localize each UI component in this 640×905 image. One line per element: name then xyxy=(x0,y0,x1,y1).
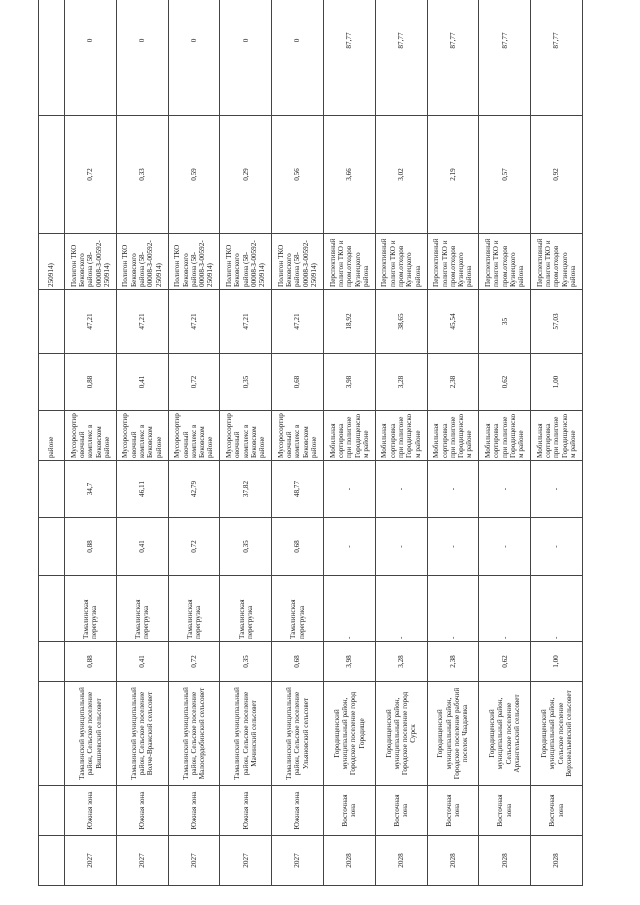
cell-territory: Тамалинский муниципальный район, Сельское поселение Мачинский сельсовет xyxy=(220,682,272,786)
cell-v3: - xyxy=(323,461,375,518)
cell-v2: - xyxy=(427,518,479,576)
cell-zone: Южная зона xyxy=(116,786,168,836)
cell-landfill: Полигон ТКО Бековского района (58-00008-З-00592-250914) xyxy=(168,234,220,290)
cell-landfill: Перспективный полигон ТКО и пром.отходов Кузнецкого района xyxy=(427,234,479,290)
cell-v4: 0,35 xyxy=(220,354,272,411)
cell-facility xyxy=(39,411,65,461)
table-row xyxy=(65,0,117,886)
table-row xyxy=(479,0,531,886)
cell-v6: 0,72 xyxy=(65,116,117,234)
cell-v4: 2,38 xyxy=(427,354,479,411)
cell-zone: Восточная зона xyxy=(375,786,427,836)
cell-territory: Городищенский муниципальный район, Сельское поселение Верхнеалыевский сельсовет xyxy=(531,682,583,786)
cell-year xyxy=(39,836,65,886)
cell-territory xyxy=(39,682,65,786)
cell-v3: 34,7 xyxy=(65,461,117,518)
cell-year: 2028 xyxy=(531,836,583,886)
cell-v4 xyxy=(39,354,65,411)
cell-territory: Тамалинский муниципальный район, Сельское поселение Ульяновский сельсовет xyxy=(272,682,324,786)
cell-territory: Городищенский муниципальный район, Сельское поселение Архангельский сельсовет xyxy=(479,682,531,786)
table-row xyxy=(116,0,168,886)
cell-landfill xyxy=(39,234,65,290)
cell-v1: 0,35 xyxy=(220,642,272,682)
cell-site xyxy=(39,576,65,642)
cell-v6: 0,92 xyxy=(531,116,583,234)
cell-v2: 0,68 xyxy=(272,518,324,576)
cell-v2: 0,72 xyxy=(168,518,220,576)
cell-v1: 3,98 xyxy=(323,642,375,682)
cell-territory: Городищенский муниципальный район, Городское поселение город Сурск xyxy=(375,682,427,786)
cell-v6: 0,57 xyxy=(479,116,531,234)
cell-v3: 37,82 xyxy=(220,461,272,518)
cell-v2: 0,88 xyxy=(65,518,117,576)
table-row xyxy=(220,0,272,886)
cell-v1: 0,88 xyxy=(65,642,117,682)
cell-v2 xyxy=(39,518,65,576)
cell-v6: 0,56 xyxy=(272,116,324,234)
cell-v5: 57,03 xyxy=(531,290,583,354)
cell-site: - xyxy=(427,576,479,642)
cell-landfill: Перспективный полигон ТКО и пром.отходов Кузнецкого района xyxy=(375,234,427,290)
cell-v5 xyxy=(39,290,65,354)
cell-year: 2027 xyxy=(272,836,324,886)
cell-facility: Мусоросортировочный комплекс в Бековском районе xyxy=(65,411,117,461)
cell-v3: - xyxy=(427,461,479,518)
rotated-table-frame xyxy=(38,26,582,886)
cell-v1: 0,68 xyxy=(272,642,324,682)
cell-landfill: Полигон ТКО Бековского района (58-00008-З-00592-250914) xyxy=(116,234,168,290)
cell-facility: Мусоросортировочный комплекс в Бековском районе xyxy=(168,411,220,461)
cell-v2: - xyxy=(479,518,531,576)
cell-v5: 38,65 xyxy=(375,290,427,354)
cell-v7: 0 xyxy=(272,0,324,116)
cell-v4: 0,68 xyxy=(272,354,324,411)
cell-site: - xyxy=(479,576,531,642)
cell-site: Тамалинская перегрузка xyxy=(168,576,220,642)
cell-landfill: Полигон ТКО Бековского района (58-00008-З-00592-250914) xyxy=(272,234,324,290)
cell-zone: Южная зона xyxy=(272,786,324,836)
cell-v4: 3,98 xyxy=(323,354,375,411)
cell-v3: - xyxy=(375,461,427,518)
cell-v7: 87,77 xyxy=(375,0,427,116)
cell-v7: 87,77 xyxy=(479,0,531,116)
cell-v7: 87,77 xyxy=(427,0,479,116)
cell-v1 xyxy=(39,642,65,682)
cell-v4: 1,00 xyxy=(531,354,583,411)
cell-v5: 45,54 xyxy=(427,290,479,354)
table-row xyxy=(323,0,375,886)
cell-v2: 0,41 xyxy=(116,518,168,576)
cell-v1: 0,41 xyxy=(116,642,168,682)
cell-v7 xyxy=(39,0,65,116)
cell-v3: - xyxy=(479,461,531,518)
table-row-partial xyxy=(39,0,65,886)
cell-v7: 0 xyxy=(220,0,272,116)
cell-v7: 0 xyxy=(168,0,220,116)
table-row xyxy=(531,0,583,886)
cell-facility: Мусоросортировочный комплекс в Бековском районе xyxy=(220,411,272,461)
cell-facility: Мобильная сортировка при полигоне Городищенском районе xyxy=(531,411,583,461)
cell-v5: 18,92 xyxy=(323,290,375,354)
waste-flow-table xyxy=(38,0,583,886)
cell-v7: 87,77 xyxy=(531,0,583,116)
cell-year: 2027 xyxy=(220,836,272,886)
cell-facility: Мусоросортировочный комплекс в Бековском районе xyxy=(272,411,324,461)
cell-territory: Тамалинский муниципальный район, Сельское поселение Вишневский сельсовет xyxy=(65,682,117,786)
cell-v6: 2,19 xyxy=(427,116,479,234)
cell-v3: 48,77 xyxy=(272,461,324,518)
cell-site: Тамалинская перегрузка xyxy=(272,576,324,642)
cell-landfill: Перспективный полигон ТКО и пром.отходов Кузнецкого района xyxy=(323,234,375,290)
facility-tail-text: районе xyxy=(47,436,56,458)
table-body xyxy=(39,0,583,886)
cell-territory: Тамалинский муниципальный район, Сельское поселение Малосердобинский сельсовет xyxy=(168,682,220,786)
cell-year: 2028 xyxy=(323,836,375,886)
cell-zone: Южная зона xyxy=(168,786,220,836)
cell-year: 2028 xyxy=(479,836,531,886)
cell-territory: Городищенский муниципальный район, Городское поселение город Городище xyxy=(323,682,375,786)
landfill-tail-text: 250914) xyxy=(47,263,56,287)
cell-v1: 3,28 xyxy=(375,642,427,682)
cell-v6 xyxy=(39,116,65,234)
table-row xyxy=(375,0,427,886)
cell-facility: Мобильная сортировка при полигоне Городищенском районе xyxy=(427,411,479,461)
cell-v7: 87,77 xyxy=(323,0,375,116)
cell-v1: 1,00 xyxy=(531,642,583,682)
cell-v1: 2,38 xyxy=(427,642,479,682)
cell-v6: 0,33 xyxy=(116,116,168,234)
cell-landfill: Полигон ТКО Бековского района (58-00008-З-00592-250914) xyxy=(65,234,117,290)
cell-v6: 3,02 xyxy=(375,116,427,234)
cell-landfill: Перспективный полигон ТКО и пром.отходов Кузнецкого района xyxy=(479,234,531,290)
cell-v5: 47,21 xyxy=(220,290,272,354)
cell-v5: 35 xyxy=(479,290,531,354)
cell-v5: 47,21 xyxy=(116,290,168,354)
cell-v3: 42,79 xyxy=(168,461,220,518)
cell-year: 2027 xyxy=(65,836,117,886)
cell-v6: 0,29 xyxy=(220,116,272,234)
cell-site: - xyxy=(531,576,583,642)
cell-zone: Восточная зона xyxy=(479,786,531,836)
cell-zone: Южная зона xyxy=(220,786,272,836)
cell-v6: 0,59 xyxy=(168,116,220,234)
cell-landfill: Перспективный полигон ТКО и пром.отходов Кузнецкого района xyxy=(531,234,583,290)
cell-v7: 0 xyxy=(116,0,168,116)
cell-v2: 0,35 xyxy=(220,518,272,576)
cell-facility: Мобильная сортировка при полигоне Городищенском районе xyxy=(323,411,375,461)
table-row xyxy=(168,0,220,886)
cell-zone: Восточная зона xyxy=(531,786,583,836)
cell-v6: 3,66 xyxy=(323,116,375,234)
table-row xyxy=(272,0,324,886)
cell-v4: 0,41 xyxy=(116,354,168,411)
cell-facility: Мусоросортировочный комплекс в Бековском районе xyxy=(116,411,168,461)
cell-v4: 3,28 xyxy=(375,354,427,411)
cell-site: Тамалинская перегрузка xyxy=(116,576,168,642)
cell-v2: - xyxy=(531,518,583,576)
cell-v4: 0,88 xyxy=(65,354,117,411)
cell-zone: Восточная зона xyxy=(323,786,375,836)
cell-v1: 0,62 xyxy=(479,642,531,682)
cell-v5: 47,21 xyxy=(168,290,220,354)
cell-v5: 47,21 xyxy=(272,290,324,354)
cell-facility: Мобильная сортировка при полигоне Городищенском районе xyxy=(479,411,531,461)
cell-year: 2027 xyxy=(168,836,220,886)
cell-year: 2028 xyxy=(427,836,479,886)
cell-year: 2027 xyxy=(116,836,168,886)
cell-v2: - xyxy=(323,518,375,576)
cell-v7: 0 xyxy=(65,0,117,116)
cell-site: Тамалинская перегрузка xyxy=(220,576,272,642)
cell-zone: Восточная зона xyxy=(427,786,479,836)
cell-site: - xyxy=(375,576,427,642)
cell-v2: - xyxy=(375,518,427,576)
cell-v4: 0,72 xyxy=(168,354,220,411)
cell-facility: Мобильная сортировка при полигоне Городищенском районе xyxy=(375,411,427,461)
cell-zone: Южная зона xyxy=(65,786,117,836)
cell-v1: 0,72 xyxy=(168,642,220,682)
table-row xyxy=(427,0,479,886)
cell-v5: 47,21 xyxy=(65,290,117,354)
cell-territory: Городищенский муниципальный район, Городское поселение рабочий поселок Чаадаевка xyxy=(427,682,479,786)
cell-landfill: Полигон ТКО Бековского района (58-00008-З-00592-250914) xyxy=(220,234,272,290)
cell-v4: 0,62 xyxy=(479,354,531,411)
cell-v3: - xyxy=(531,461,583,518)
cell-site: Тамалинская перегрузка xyxy=(65,576,117,642)
cell-zone xyxy=(39,786,65,836)
cell-v3: 46,11 xyxy=(116,461,168,518)
cell-territory: Тамалинский муниципальный район, Сельское поселение Волче-Вражский сельсовет xyxy=(116,682,168,786)
cell-year: 2028 xyxy=(375,836,427,886)
cell-site: - xyxy=(323,576,375,642)
cell-v3 xyxy=(39,461,65,518)
